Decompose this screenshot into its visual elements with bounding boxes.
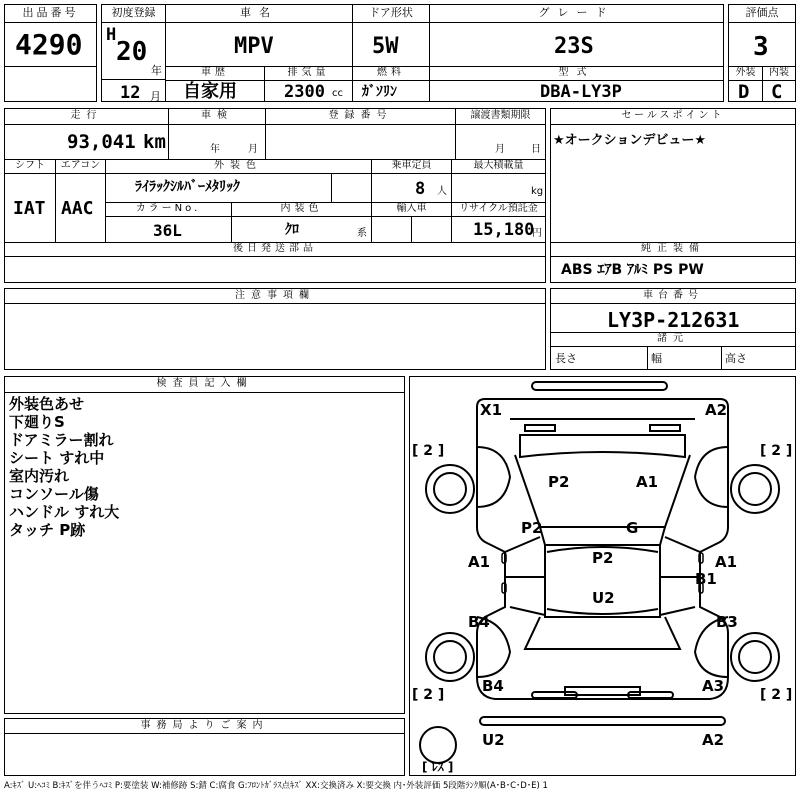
inspector-label: 検査員記入欄 [5, 377, 404, 393]
mark-b3: B3 [716, 613, 738, 631]
shift-label: シフト [5, 159, 55, 174]
car-name-label: 車名 [166, 5, 352, 23]
mark-spare: [ ﾚｽ ] [422, 760, 454, 774]
specs-label: 諸元 [551, 332, 795, 347]
inspector-line: 外装色あせ [9, 395, 85, 413]
notes-box [4, 288, 546, 370]
mileage-unit: km [143, 131, 166, 153]
max-load-label: 最大積載量 [451, 159, 545, 174]
lot-number: 4290 [15, 28, 83, 61]
first-reg-box [101, 4, 166, 102]
specs-height: 高さ [725, 352, 747, 365]
int-score-value: C [771, 81, 783, 103]
mark-u2-roof: U2 [592, 589, 615, 607]
first-reg-month: 12 [120, 83, 141, 103]
mark-x1: X1 [480, 401, 503, 419]
mid-info-box [4, 108, 546, 283]
first-reg-year-unit: 年 [151, 64, 162, 77]
mark-a2-top: A2 [705, 401, 728, 419]
inspection-month-unit: 月 [248, 144, 258, 155]
chassis-value: LY3P-212631 [607, 308, 740, 332]
sales-point-box [550, 108, 796, 283]
inspector-box [4, 376, 405, 714]
sales-point-label: セールスポイント [551, 109, 795, 125]
inspector-line: タッチ P跡 [9, 521, 86, 539]
recycle-label: リサイクル預託金 [451, 202, 545, 217]
mark-b4-left: B4 [468, 613, 490, 631]
mark-tire-rl: [ 2 ] [412, 687, 445, 703]
inspection-label: 車検 [168, 109, 265, 125]
first-reg-year: 20 [116, 37, 148, 67]
capacity-label: 乗車定員 [371, 159, 451, 174]
displacement-value: 2300 [284, 82, 325, 102]
mileage-label: 走行 [5, 109, 168, 125]
int-color-value: ｸﾛ [285, 222, 299, 238]
color-no-label: カラーNo. [105, 202, 231, 217]
mark-u2-rear: U2 [482, 731, 505, 749]
inspector-line: 下廻りS [9, 413, 65, 431]
first-reg-month-unit: 月 [150, 90, 161, 103]
transfer-label: 譲渡書類期限 [455, 109, 545, 125]
notes-label: 注意事項欄 [5, 289, 545, 304]
reg-no-label: 登録番号 [265, 109, 455, 125]
int-color-label: 内装色 [231, 202, 371, 217]
car-name-value: MPV [234, 34, 274, 59]
mark-b1: B1 [695, 570, 717, 588]
int-score-label: 内装 [762, 66, 795, 81]
mark-p2-pillar: P2 [521, 519, 543, 537]
int-color-unit: 系 [357, 228, 367, 239]
door-label: ドア形状 [352, 5, 429, 23]
grade-label: グレード [429, 5, 723, 23]
history-value: 自家用 [183, 81, 237, 102]
inspector-list [9, 395, 119, 539]
lot-label: 出品番号 [5, 5, 96, 23]
car-info-box [165, 4, 724, 102]
equipment-value: ABS ｴｱB ｱﾙﾐ PS PW [561, 262, 704, 278]
mark-a1-left: A1 [468, 553, 491, 571]
mark-tire-fl: [ 2 ] [412, 443, 445, 459]
mark-a1-right: A1 [715, 553, 738, 571]
mark-p2-hood: P2 [548, 473, 570, 491]
transfer-month-unit: 月 [495, 144, 505, 155]
inspector-line: ハンドル すれ大 [9, 503, 120, 521]
aircon-label: エアコン [55, 159, 105, 174]
capacity-value: 8 [415, 179, 426, 199]
office-box [4, 718, 405, 776]
specs-width: 幅 [651, 352, 662, 365]
chassis-box [550, 288, 796, 370]
specs-length: 長さ [555, 352, 577, 365]
score-label: 評価点 [729, 5, 795, 23]
displacement-label: 排気量 [264, 66, 352, 81]
ext-color-label: 外装色 [105, 159, 371, 174]
fuel-label: 燃料 [352, 66, 429, 81]
sales-point-value: ★オークションデビュー★ [553, 133, 707, 148]
legend-text: A:ｷｽﾞ U:ﾍｺﾐ B:ｷｽﾞを伴うﾍｺﾐ P:要塗装 W:補修跡 S:錆 C:腐食 G:ﾌﾛﾝﾄｶﾞﾗｽ点ｷｽﾞ XX:交換済み X:要交換 内･外装評価 5段階ﾗﾝｸ順(A･B･C･D･E) 1 [4, 781, 548, 791]
import-label: 輸入車 [371, 202, 451, 217]
model-value: DBA-LY3P [540, 82, 622, 102]
lot-box [4, 4, 97, 102]
mark-a3: A3 [702, 677, 725, 695]
equipment-label: 純正装備 [551, 242, 795, 257]
recycle-unit: 円 [532, 228, 542, 239]
inspector-line: シート すれ中 [9, 449, 105, 467]
mark-a2-rear: A2 [702, 731, 725, 749]
later-parts-label: 後日発送部品 [5, 242, 545, 257]
door-value: 5W [372, 34, 399, 59]
fuel-value: ｶﾞｿﾘﾝ [362, 84, 397, 100]
chassis-label: 車台番号 [551, 289, 795, 304]
model-label: 型式 [429, 66, 723, 81]
score-box [728, 4, 796, 102]
ext-color-value: ﾗｲﾗｯｸｼﾙﾊﾞｰﾒﾀﾘｯｸ [135, 179, 240, 195]
office-label: 事務局よりご案内 [5, 719, 404, 734]
score-value: 3 [753, 32, 769, 62]
recycle-value: 15,180 [473, 220, 535, 240]
transfer-day-unit: 日 [531, 144, 541, 155]
max-load-unit: kg [531, 186, 544, 197]
mark-b4-rear: B4 [482, 677, 504, 695]
first-reg-era: H [106, 25, 117, 45]
aircon-value: AAC [61, 198, 94, 219]
inspection-year-unit: 年 [210, 144, 220, 155]
shift-value: IAT [13, 198, 46, 219]
history-label: 車歴 [166, 66, 264, 81]
color-no-value: 36L [153, 221, 182, 240]
displacement-unit: cc [332, 88, 343, 99]
mark-g: G [626, 519, 639, 537]
first-reg-label: 初度登録 [102, 5, 165, 23]
mark-tire-rr: [ 2 ] [760, 687, 793, 703]
inspector-line: コンソール傷 [9, 485, 99, 503]
mileage-value: 93,041 [67, 131, 136, 153]
ext-score-value: D [738, 81, 750, 103]
inspector-line: 室内汚れ [9, 467, 70, 485]
ext-score-label: 外装 [729, 66, 762, 81]
car-diagram-box [409, 376, 796, 776]
inspector-line: ドアミラー割れ [9, 431, 114, 449]
capacity-unit: 人 [437, 186, 447, 197]
car-diagram [410, 377, 795, 775]
mark-a1-hood: A1 [636, 473, 659, 491]
mark-p2-roof: P2 [592, 549, 614, 567]
mark-tire-fr: [ 2 ] [760, 443, 793, 459]
grade-value: 23S [554, 34, 594, 59]
